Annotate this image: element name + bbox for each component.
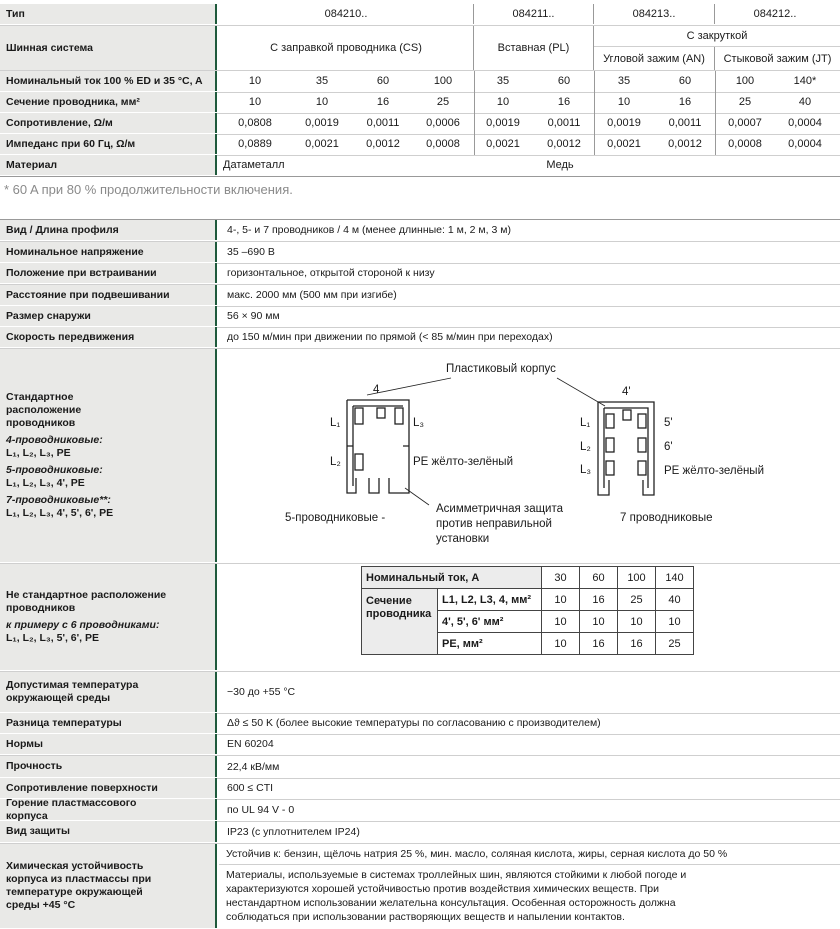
section-cell: 10 [618, 611, 656, 633]
section-row-label: 4', 5', 6' мм² [438, 611, 542, 633]
top-row-cell: 0,0019 [305, 117, 339, 129]
section-cell: 16 [580, 633, 618, 655]
section-cell: 16 [618, 633, 656, 655]
spec-value: макс. 2000 мм (500 мм при изгибе) [227, 289, 397, 301]
top-row-label: Номинальный ток 100 % ED и 35 °C, A [0, 71, 217, 91]
top-row-label: Сопротивление, Ω/м [0, 113, 217, 133]
section-cell: 40 [656, 589, 694, 611]
spec2-label-text: Прочность [6, 760, 63, 772]
top-row-cell: 0,0021 [486, 138, 520, 150]
std-layout-title: Стандартное расположение проводников [6, 391, 82, 429]
top-row-cell: 0,0012 [547, 138, 581, 150]
left-pe: PE жёлто-зелёный [413, 456, 514, 468]
current-140: 140 [656, 567, 694, 589]
current-60: 60 [580, 567, 618, 589]
top-row-cell: 0,0008 [426, 138, 460, 150]
type-code-084213: 084213.. [594, 4, 715, 24]
spec2-value: Δϑ ≤ 50 K (более высокие температуры по согласованию с производителем) [227, 717, 601, 729]
spec2-label [0, 734, 217, 754]
spec-label: Скорость передвижения [0, 327, 217, 347]
top-row-cell: 0,0019 [607, 117, 641, 129]
top-row-cell: 0,0007 [728, 117, 762, 129]
section-cell: 25 [656, 633, 694, 655]
spec2-label [0, 778, 217, 798]
right-top-label: 4' [622, 386, 631, 398]
std-layout-label [0, 349, 217, 562]
nonstd-example: L₁, L₂, L₃, 5', 6', PE [6, 632, 99, 644]
spec-label: Положение при встраивании [0, 263, 217, 283]
top-row-cell: 10 [248, 75, 262, 87]
section-cell: 16 [580, 589, 618, 611]
footnote: * 60 A при 80 % продолжительности включения. [4, 182, 293, 197]
top-row-cell: 0,0006 [426, 117, 460, 129]
spec2-value: по UL 94 V - 0 [227, 803, 295, 816]
top-row-label: Импеданс при 60 Гц, Ω/м [0, 134, 217, 154]
type-label: Тип [0, 4, 217, 24]
section-row-label: L1, L2, L3, 4, мм² [438, 589, 542, 611]
left-l2: L₂ [330, 456, 341, 468]
system-jt: Стыковой зажим (JT) [723, 52, 832, 65]
top-row-cell: 140* [793, 75, 817, 87]
type-code-084212: 084212.. [753, 8, 797, 20]
spec-label: Номинальное напряжение [0, 242, 217, 262]
spec2-label-text: Допустимая температура окружающей среды [6, 679, 139, 704]
asym-protection-label: Асимметричная защита против неправильной установки [436, 503, 564, 545]
std-5-list: L₁, L₂, L₃, 4', PE [6, 477, 85, 489]
spec2-value: −30 до +55 °C [227, 686, 296, 698]
top-row-cell: 0,0021 [305, 138, 339, 150]
top-row-cell: 100 [433, 75, 453, 87]
system-cs: С заправкой проводника (CS) [219, 26, 474, 70]
spec2-value: IP23 (с уплотнителем IP24) [227, 825, 360, 838]
left-top-label: 4 [373, 384, 380, 396]
top-row-cell: 10 [617, 96, 631, 108]
spec2-label-text: Горение пластмассового корпуса [6, 796, 137, 822]
left-l1: L₁ [330, 417, 341, 429]
std-4-title: 4-проводниковые: [6, 434, 103, 446]
system-pl: Вставная (PL) [474, 26, 594, 70]
top-row-cell: 0,0004 [788, 117, 822, 129]
chem-line1: Устойчив к: бензин, щёлочь натрия 25 %, мин. масло, соляная кислота, жиры, серная кислота до 50 % [226, 848, 728, 860]
top-row-cell: 16 [376, 96, 390, 108]
top-row-cell: 100 [735, 75, 755, 87]
type-code-084210: 084210.. [219, 4, 474, 24]
spec-value: до 150 м/мин при движении по прямой (< 85 м/мин при переходах) [227, 331, 553, 343]
section-cell: 10 [580, 611, 618, 633]
material-copper: Медь [546, 159, 574, 171]
nonstd-example-title: к примеру с 6 проводниками: [6, 619, 160, 631]
system-an: Угловой зажим (AN) [594, 47, 715, 70]
top-row-cell: 35 [315, 75, 329, 87]
top-row-cell: 0,0889 [238, 138, 272, 150]
std-5-title: 5-проводниковые: [6, 464, 103, 476]
top-row-cell: 0,0808 [238, 117, 272, 129]
top-row-cell: 60 [557, 75, 571, 87]
top-row-cell: 0,0008 [728, 138, 762, 150]
spec2-label [0, 821, 217, 842]
top-row-cell: 0,0019 [486, 117, 520, 129]
top-row-label: Сечение проводника, мм² [0, 92, 217, 112]
top-row-cell: 10 [248, 96, 262, 108]
top-row-cell: 35 [496, 75, 510, 87]
spec2-label [0, 756, 217, 777]
right-6: 6' [664, 441, 673, 453]
nonstd-title: Не стандартное расположение проводников [6, 589, 167, 614]
section-cell: 10 [542, 633, 580, 655]
top-row-cell: 0,0012 [366, 138, 400, 150]
top-row-cell: 0,0012 [668, 138, 702, 150]
spec-value: 56 × 90 мм [227, 310, 280, 322]
std-7-title: 7-проводниковые**: [6, 494, 111, 506]
seven-wire-caption: 7 проводниковые [620, 512, 713, 524]
current-table [361, 566, 694, 655]
section-cell: 10 [542, 589, 580, 611]
current-head: Номинальный ток, A [362, 567, 542, 589]
top-row-cell: 0,0021 [607, 138, 641, 150]
top-row-cell: 10 [315, 96, 329, 108]
plastic-housing-label: Пластиковый корпус [446, 363, 556, 375]
section-cell: 25 [618, 589, 656, 611]
material-datametal: Датаметалл [223, 159, 285, 171]
top-row-cell: 35 [617, 75, 631, 87]
top-row-cell: 16 [678, 96, 692, 108]
system-label: Шинная система [0, 26, 217, 70]
top-row-cell: 40 [798, 96, 812, 108]
spec-value: 35 –690 В [227, 246, 275, 258]
spec2-value: 600 ≤ CTI [227, 782, 274, 794]
section-row-label: PE, мм² [438, 633, 542, 655]
top-row-cell: 0,0011 [547, 117, 581, 129]
spec-label: Расстояние при подвешивании [0, 285, 217, 305]
current-30: 30 [542, 567, 580, 589]
right-l2: L₂ [580, 441, 591, 453]
material-label: Материал [0, 155, 217, 175]
chem-label [0, 844, 217, 928]
chem-paragraph: Материалы, используемые в системах троллейных шин, являются стойкими к любой погоде и характеризуются хорошей устойчивостью против воздействия химических веществ. При нестандартном использовании желательна консультация. Особенная осторожность должна соблюдаться при использовании растворяющих веществ и напылении контактов. [226, 869, 687, 923]
top-row-cell: 60 [678, 75, 692, 87]
top-row-cell: 0,0004 [788, 138, 822, 150]
section-cell: 10 [542, 611, 580, 633]
section-label: Сечение проводника [362, 589, 438, 655]
spec2-label-text: Вид защиты [6, 825, 70, 837]
spec2-value: 22,4 кВ/мм [227, 760, 280, 773]
top-row-cell: 10 [496, 96, 510, 108]
spec2-label-text: Нормы [6, 737, 44, 750]
top-row-cell: 16 [557, 96, 571, 108]
spec2-value: EN 60204 [227, 738, 274, 750]
top-row-cell: 25 [436, 96, 450, 108]
spec2-label [0, 672, 217, 712]
right-pe: PE жёлто-зелёный [664, 465, 765, 477]
top-row-cell: 25 [738, 96, 752, 108]
chem-label-text: Химическая устойчивость корпуса из пластмассы при температуре окружающей среды +45 °C [6, 860, 152, 911]
spec2-label-text: Сопротивление поверхности [6, 781, 158, 794]
right-l1: L₁ [580, 417, 591, 429]
current-100: 100 [618, 567, 656, 589]
right-5: 5' [664, 417, 673, 429]
spec-label: Вид / Длина профиля [0, 220, 217, 240]
section-cell: 10 [656, 611, 694, 633]
spec2-label [0, 796, 217, 822]
spec2-label [0, 713, 217, 733]
spec-value: горизонтальное, открытой стороной к низу [227, 267, 435, 279]
right-l3: L₃ [580, 464, 592, 476]
left-l3: L₃ [413, 417, 425, 429]
spec2-label-text: Разница температуры [6, 716, 122, 729]
nonstd-label [0, 564, 217, 670]
type-code-084211: 084211.. [474, 4, 594, 24]
top-row-cell: 0,0011 [668, 117, 702, 129]
system-twist: С закруткой [686, 30, 748, 42]
top-row-cell: 60 [376, 75, 390, 87]
spec-value: 4-, 5- и 7 проводников / 4 м (менее длинные: 1 м, 2 м, 3 м) [227, 224, 511, 236]
top-row-cell: 0,0011 [366, 117, 400, 129]
std-4-list: L₁, L₂, L₃, PE [6, 447, 71, 459]
spec-label: Размер снаружи [0, 306, 217, 326]
five-wire-caption: 5-проводниковые - [285, 512, 386, 524]
std-7-list: L₁, L₂, L₃, 4', 5', 6', PE [6, 507, 114, 519]
